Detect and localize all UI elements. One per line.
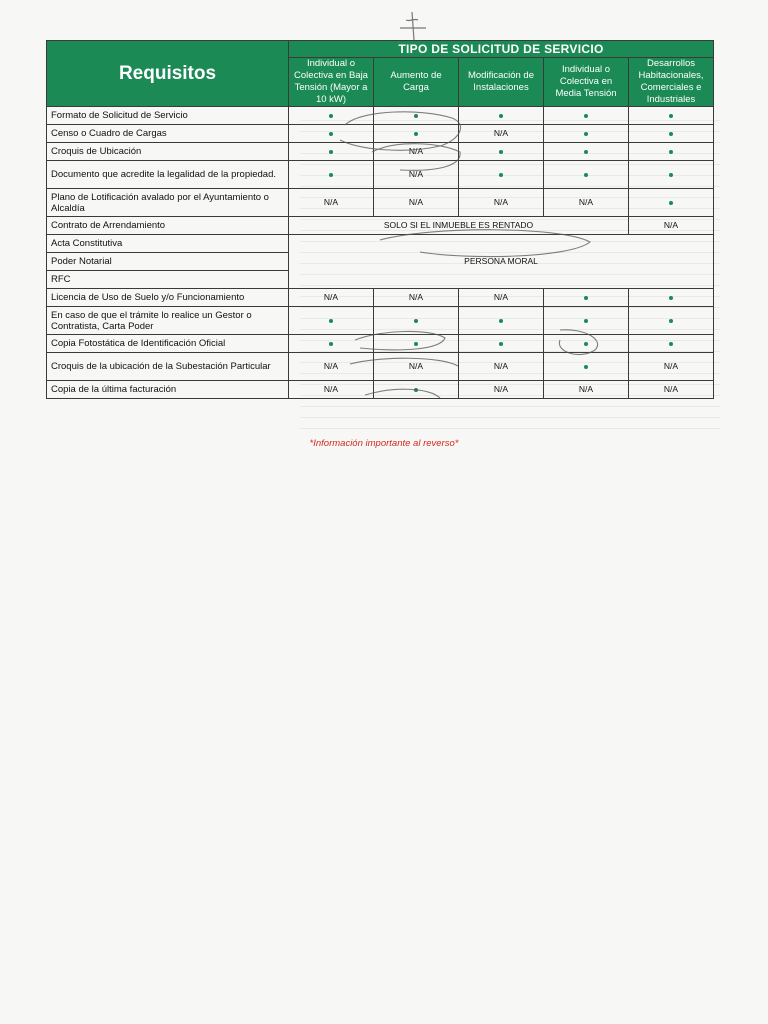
requirement-cell: N/A xyxy=(289,353,374,381)
requirement-cell xyxy=(629,335,714,353)
requirement-cell xyxy=(629,189,714,217)
requirement-cell xyxy=(374,125,459,143)
rented-condition-note: SOLO SI EL INMUEBLE ES RENTADO xyxy=(289,217,629,235)
requirement-label: Documento que acredite la legalidad de la propiedad. xyxy=(47,161,289,189)
requirement-label: Contrato de Arrendamiento xyxy=(47,217,289,235)
table-row xyxy=(47,335,714,353)
table-row xyxy=(47,143,714,161)
requirement-cell: N/A xyxy=(544,189,629,217)
required-dot-icon xyxy=(584,114,588,118)
requirement-cell: N/A xyxy=(459,125,544,143)
table-row xyxy=(47,161,714,189)
requirement-cell: N/A xyxy=(544,381,629,399)
requirement-cell xyxy=(629,289,714,307)
requirement-cell xyxy=(374,335,459,353)
requirement-cell xyxy=(544,335,629,353)
required-dot-icon xyxy=(669,342,673,346)
requirement-cell: N/A xyxy=(374,353,459,381)
requirement-cell xyxy=(459,307,544,335)
required-dot-icon xyxy=(499,173,503,177)
pen-mark-icon xyxy=(392,8,432,42)
required-dot-icon xyxy=(584,296,588,300)
requirement-cell: N/A xyxy=(374,161,459,189)
required-dot-icon xyxy=(499,319,503,323)
column-header-4: Individual o Colectiva en Media Tensión xyxy=(544,58,629,107)
requirement-cell xyxy=(289,125,374,143)
requirement-cell xyxy=(544,307,629,335)
requirement-label: Censo o Cuadro de Cargas xyxy=(47,125,289,143)
requirement-label: Copia de la última facturación xyxy=(47,381,289,399)
table-row xyxy=(47,353,714,381)
footnote: *Información importante al reverso* xyxy=(309,438,459,449)
requirement-cell xyxy=(459,335,544,353)
requirements-title: Requisitos xyxy=(47,41,289,107)
requirement-cell: N/A xyxy=(459,381,544,399)
required-dot-icon xyxy=(669,201,673,205)
required-dot-icon xyxy=(414,319,418,323)
required-dot-icon xyxy=(414,342,418,346)
required-dot-icon xyxy=(669,132,673,136)
requirement-cell: N/A xyxy=(289,381,374,399)
requirement-cell: N/A xyxy=(459,289,544,307)
requirement-label: Plano de Lotificación avalado por el Ayuntamiento o Alcaldía xyxy=(47,189,289,217)
requirement-cell xyxy=(374,381,459,399)
required-dot-icon xyxy=(584,150,588,154)
requirement-cell xyxy=(289,107,374,125)
requirement-cell xyxy=(629,161,714,189)
required-dot-icon xyxy=(329,342,333,346)
requirement-cell xyxy=(629,107,714,125)
requirement-cell: N/A xyxy=(289,289,374,307)
requirement-cell xyxy=(544,143,629,161)
requirement-label: Croquis de Ubicación xyxy=(47,143,289,161)
required-dot-icon xyxy=(584,365,588,369)
requirement-cell xyxy=(459,107,544,125)
required-dot-icon xyxy=(669,114,673,118)
requirement-label: Acta Constitutiva xyxy=(47,235,289,253)
required-dot-icon xyxy=(669,150,673,154)
requirement-cell: N/A xyxy=(629,217,714,235)
requirement-cell xyxy=(544,353,629,381)
requirement-cell xyxy=(459,143,544,161)
requirement-cell: N/A xyxy=(289,189,374,217)
table-row xyxy=(47,381,714,399)
requirement-cell: N/A xyxy=(374,143,459,161)
requirement-cell xyxy=(374,107,459,125)
requirement-cell xyxy=(289,161,374,189)
table-row xyxy=(47,307,714,335)
required-dot-icon xyxy=(329,173,333,177)
table-row xyxy=(47,107,714,125)
requirement-cell xyxy=(629,125,714,143)
required-dot-icon xyxy=(499,342,503,346)
required-dot-icon xyxy=(329,132,333,136)
requirement-cell: N/A xyxy=(629,381,714,399)
required-dot-icon xyxy=(584,319,588,323)
required-dot-icon xyxy=(499,114,503,118)
requirement-cell xyxy=(629,143,714,161)
column-header-1: Individual o Colectiva en Baja Tensión (Mayor a 10 kW) xyxy=(289,58,374,107)
requirement-cell xyxy=(544,289,629,307)
column-header-5: Desarrollos Habitacionales, Comerciales e Industriales xyxy=(629,58,714,107)
requirement-cell: N/A xyxy=(459,353,544,381)
requirement-cell: N/A xyxy=(629,353,714,381)
requirement-label: En caso de que el trámite lo realice un Gestor o Contratista, Carta Poder xyxy=(47,307,289,335)
table-row xyxy=(47,125,714,143)
requirement-cell xyxy=(374,307,459,335)
requirement-label: Poder Notarial xyxy=(47,253,289,271)
required-dot-icon xyxy=(669,296,673,300)
required-dot-icon xyxy=(329,319,333,323)
requirement-label: RFC xyxy=(47,271,289,289)
requirement-cell xyxy=(289,143,374,161)
requirement-label: Croquis de la ubicación de la Subestación Particular xyxy=(47,353,289,381)
service-type-header: TIPO DE SOLICITUD DE SERVICIO xyxy=(289,41,714,58)
requirement-label: Copia Fotostática de Identificación Oficial xyxy=(47,335,289,353)
required-dot-icon xyxy=(669,173,673,177)
persona-moral-note: PERSONA MORAL xyxy=(289,235,714,289)
requirement-cell xyxy=(544,125,629,143)
requirement-cell xyxy=(289,335,374,353)
requirement-label: Formato de Solicitud de Servicio xyxy=(47,107,289,125)
requirement-cell xyxy=(544,107,629,125)
requirement-cell xyxy=(544,161,629,189)
requirements-table xyxy=(46,40,714,399)
required-dot-icon xyxy=(499,150,503,154)
requirement-cell: N/A xyxy=(374,289,459,307)
requirement-cell xyxy=(629,307,714,335)
required-dot-icon xyxy=(669,319,673,323)
required-dot-icon xyxy=(584,132,588,136)
requirement-cell: N/A xyxy=(459,189,544,217)
table-row xyxy=(47,289,714,307)
required-dot-icon xyxy=(329,114,333,118)
table-row xyxy=(47,235,714,253)
required-dot-icon xyxy=(414,388,418,392)
required-dot-icon xyxy=(584,342,588,346)
requirement-cell: N/A xyxy=(374,189,459,217)
column-header-3: Modificación de Instalaciones xyxy=(459,58,544,107)
table-row xyxy=(47,217,714,235)
required-dot-icon xyxy=(414,114,418,118)
column-header-2: Aumento de Carga xyxy=(374,58,459,107)
required-dot-icon xyxy=(329,150,333,154)
requirement-cell xyxy=(289,307,374,335)
table-row xyxy=(47,189,714,217)
required-dot-icon xyxy=(584,173,588,177)
requirement-label: Licencia de Uso de Suelo y/o Funcionamiento xyxy=(47,289,289,307)
required-dot-icon xyxy=(414,132,418,136)
requirement-cell xyxy=(459,161,544,189)
